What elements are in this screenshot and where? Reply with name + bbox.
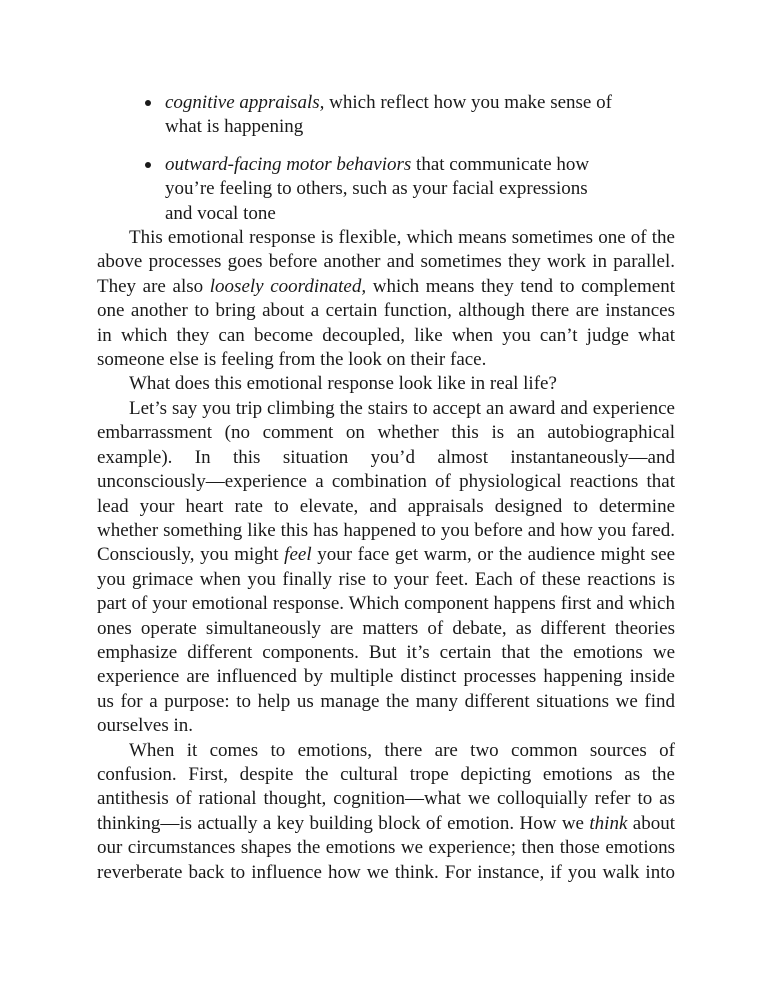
bullet-text: which reflect how you make sense of what is happening [165, 92, 612, 138]
paragraph-text: about our circumstances shapes the emotions we experience; then those emotions reverberate back to influence how we think. For instance, if you walk into [97, 812, 675, 883]
paragraph-example [97, 397, 675, 739]
paragraph-flexible-response [97, 226, 675, 372]
bullet-icon [145, 100, 151, 106]
paragraph-text: which means they tend to complement one another to bring about a certain function, although there are instances in which they can become decoupled, like when you can’t judge what someone else is feeling from the look on their face. [97, 275, 676, 371]
bullet-item-motor-behaviors [97, 153, 615, 226]
bullet-term: cognitive appraisals, [165, 92, 325, 113]
bullet-list [97, 91, 675, 226]
bullet-text: that communicate how you’re feeling to others, such as your facial expressions and vocal tone [165, 153, 590, 224]
paragraph-text: What does this emotional response look like in real life? [129, 373, 557, 395]
emphasis-text: think [589, 812, 628, 834]
paragraph-text: When it comes to emotions, there are two common sources of confusion. First, despite the cultural trope depicting emotions as the antithesis of rational thought, cognition—what we colloquially refer to as thinking—is actually a key building block of emotion. How we [97, 739, 675, 834]
bullet-item-cognitive-appraisals [97, 91, 615, 140]
paragraph-text: This emotional response is flexible, which means sometimes one of the above processes goes before another and sometimes they work in parallel. They are also [97, 227, 675, 297]
emphasis-text: loosely coordinated, [209, 275, 367, 297]
paragraph-question [97, 372, 675, 396]
body-text [97, 91, 675, 885]
paragraph-text: your face get warm, or the audience might see you grimace when you finally rise to your feet. Each of these reactions is part of your emotional response. Which component happens first and which ones operate simultaneously are matters of debate, as different theories emphasize different components. But it’s certain that the emotions we experience are influenced by multiple distinct processes happening inside us for a purpose: to help us manage the many different situations we find ourselves in. [97, 544, 675, 737]
paragraph-confusion [97, 739, 675, 885]
bullet-icon [145, 162, 151, 168]
paragraph-text: Let’s say you trip climbing the stairs to accept an award and experience embarrassment (no comment on whether this is an autobiographical example). In this situation you’d almost instantaneously—and unconsciously—experience a combination of physiological reactions that lead your heart rate to elevate, and appraisals designed to determine whether something like this has happened to you before and how you fared. Consciously, you might [97, 397, 675, 566]
bullet-term: outward-facing motor behaviors [165, 153, 412, 175]
emphasis-text: feel [284, 544, 312, 566]
